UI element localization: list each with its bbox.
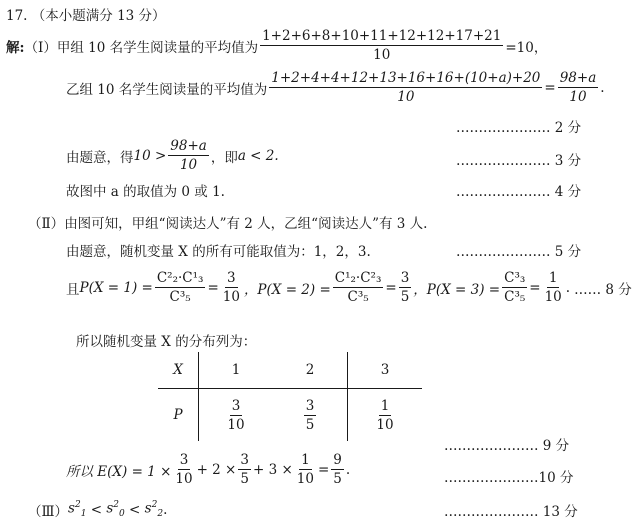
ex-f3-denominator: 10 — [296, 471, 314, 487]
p1-comb-denominator: C³₅ — [169, 289, 191, 305]
table-p-cell — [273, 389, 348, 442]
condition-line — [66, 138, 279, 173]
yi-result-denominator: 10 — [569, 89, 587, 105]
condition-result: a < 2. — [237, 147, 279, 164]
s1-sub: 1 — [80, 509, 87, 520]
p3-comb-fraction — [502, 270, 527, 305]
p3-comb-denominator: C³₅ — [504, 289, 526, 305]
yi-average-line — [66, 70, 605, 105]
condition-prefix: 由题意，得 — [66, 149, 134, 166]
part1-label: （Ⅰ） — [24, 39, 57, 56]
s0-sup: 2 — [113, 500, 120, 511]
variance-s1 — [68, 500, 86, 519]
score-10: …………………10 分 — [444, 470, 574, 486]
table-p-numerator: 1 — [380, 397, 390, 414]
table-p-denominator: 10 — [227, 416, 245, 433]
yi-result-fraction — [558, 70, 599, 105]
s2-sup: 2 — [151, 500, 158, 511]
part3-end: . — [163, 502, 168, 518]
p3-result-fraction — [543, 270, 564, 305]
condition-denominator: 10 — [179, 157, 198, 173]
table-p-denominator: 5 — [305, 416, 315, 433]
p2-lhs: ，P(X = 2) = — [243, 281, 331, 298]
yi-equals: = — [544, 79, 556, 96]
s0-sub: 0 — [119, 509, 125, 520]
p1-result-fraction — [221, 270, 242, 305]
ex-equals: = — [317, 461, 330, 478]
ex-result-denominator: 5 — [333, 471, 342, 487]
jie-label: 解: — [6, 39, 25, 56]
part2-label: （Ⅱ） — [28, 216, 65, 232]
points-note: （本小题满分 13 分） — [31, 8, 166, 24]
score-4: ………………… 4 分 — [456, 184, 582, 200]
p3-comb-numerator: C³₃ — [504, 270, 526, 286]
p2-result-denominator: 5 — [400, 289, 410, 305]
part3-label: （Ⅲ） — [28, 504, 69, 520]
part3-line — [28, 500, 167, 520]
problem-header — [6, 4, 166, 24]
p3-equals: = — [529, 279, 541, 296]
jia-denominator: 10 — [373, 47, 391, 63]
table-header-x: X — [158, 352, 199, 389]
table-p-fraction — [374, 398, 395, 433]
s0-base: s — [106, 500, 114, 517]
p1-equals: = — [207, 279, 219, 296]
table-x-value: 1 — [199, 352, 274, 389]
p3-result-numerator: 1 — [548, 270, 558, 286]
score-3: ………………… 3 分 — [456, 153, 582, 169]
condition-numerator: 98+a — [170, 138, 207, 154]
distribution-table — [158, 352, 422, 441]
prob-end: . — [565, 279, 571, 296]
ex-result-numerator: 9 — [333, 452, 342, 468]
score-8: …… 8 分 — [574, 281, 632, 298]
p2-comb-fraction — [333, 270, 384, 305]
jia-numerator: 1+2+6+8+10+11+12+12+17+21 — [262, 28, 502, 44]
part2-line2: 由题意，随机变量 X 的所有可能取值为：1，2，3. — [66, 244, 371, 260]
table-row-x — [158, 352, 422, 389]
part1-conclusion: 故图中 a 的取值为 0 或 1. — [66, 184, 225, 200]
prob-prefix: 且 — [66, 281, 80, 298]
table-p-fraction — [304, 398, 317, 433]
part2-line1 — [28, 212, 427, 232]
less-than-2: < — [124, 502, 145, 518]
p1-comb-numerator: C²₂·C¹₃ — [156, 270, 204, 286]
p2-result-fraction — [399, 270, 412, 305]
ex-fraction-1 — [173, 452, 194, 487]
ex-f1-denominator: 10 — [175, 471, 193, 487]
condition-suffix: ，即 — [210, 149, 238, 166]
table-row-p — [158, 389, 422, 442]
yi-end: . — [600, 79, 605, 96]
condition-fraction — [168, 138, 209, 173]
jia-average-line — [6, 28, 547, 63]
variance-s2 — [145, 500, 163, 519]
ex-f2-numerator: 3 — [240, 452, 249, 468]
score-9: ………………… 9 分 — [444, 438, 570, 454]
less-than-1: < — [86, 502, 107, 518]
table-x-value: 2 — [273, 352, 348, 389]
p1-result-denominator: 10 — [222, 289, 240, 305]
ex-end: . — [345, 461, 351, 478]
s2-base: s — [144, 500, 152, 517]
s2-sub: 2 — [157, 509, 164, 520]
yi-average-text: 乙组 10 名学生阅读量的平均值为 — [66, 81, 268, 98]
ex-result-fraction — [331, 452, 344, 487]
yi-denominator: 10 — [397, 89, 415, 105]
table-p-numerator: 3 — [231, 397, 241, 414]
p1-comb-fraction — [155, 270, 206, 305]
ex-fraction-2 — [238, 452, 251, 487]
part2-text1: 由图可知，甲组“阅读达人”有 2 人，乙组“阅读达人”有 3 人. — [64, 216, 428, 232]
ex-f2-denominator: 5 — [240, 471, 249, 487]
jia-average-text: 甲组 10 名学生阅读量的平均值为 — [56, 39, 259, 56]
p1-lhs: P(X = 1) = — [79, 279, 153, 296]
distribution-intro: 所以随机变量 X 的分布列为： — [76, 334, 257, 350]
p2-comb-denominator: C³₅ — [347, 289, 369, 305]
jia-average-fraction — [260, 28, 503, 63]
table-header-p: P — [158, 389, 199, 442]
table-p-denominator: 10 — [376, 416, 394, 433]
table-p-cell — [199, 389, 274, 442]
table-p-numerator: 3 — [305, 397, 315, 414]
p3-lhs: ，P(X = 3) = — [413, 281, 501, 298]
probability-line — [66, 270, 632, 305]
score-13: ………………… 13 分 — [444, 504, 578, 520]
table-p-fraction — [225, 398, 246, 433]
p2-equals: = — [385, 279, 397, 296]
ex-plus-2: + 3 × — [252, 461, 293, 478]
ex-prefix: 所以 E(X) = 1 × — [66, 463, 172, 480]
expectation-line — [66, 452, 350, 487]
yi-result-numerator: 98+a — [559, 70, 597, 86]
p1-result-numerator: 3 — [227, 270, 236, 286]
table-p-cell — [348, 389, 423, 442]
p2-comb-numerator: C¹₂·C²₃ — [334, 270, 382, 286]
yi-average-fraction — [269, 70, 542, 105]
score-2: ………………… 2 分 — [456, 120, 582, 136]
p3-result-denominator: 10 — [544, 289, 562, 305]
variance-s0 — [106, 500, 124, 519]
s1-sup: 2 — [74, 500, 81, 511]
ex-f1-numerator: 3 — [179, 452, 189, 468]
table-x-value: 3 — [348, 352, 423, 389]
jia-average-result: =10， — [505, 39, 548, 56]
condition-inequality: 10 > — [133, 147, 167, 164]
ex-plus-1: + 2 × — [196, 461, 237, 478]
score-5: ………………… 5 分 — [456, 244, 582, 260]
problem-number: 17. — [6, 8, 28, 24]
s1-base: s — [68, 500, 75, 517]
yi-numerator: 1+2+4+4+12+13+16+16+(10+a)+20 — [271, 70, 541, 86]
ex-fraction-3 — [295, 452, 316, 487]
ex-f3-numerator: 1 — [301, 452, 310, 468]
p2-result-numerator: 3 — [400, 270, 410, 286]
